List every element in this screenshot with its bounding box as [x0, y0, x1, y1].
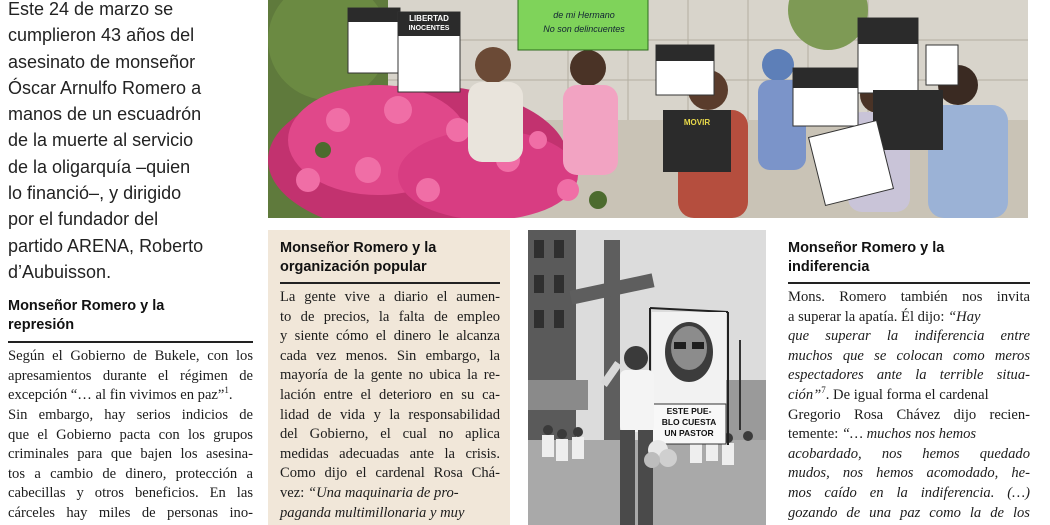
procession-photo-art: [528, 230, 766, 525]
text-line: Como dijo el cardenal Rosa Chá-: [280, 465, 500, 482]
text-line: del Gobierno, el cual no aplica: [280, 426, 500, 443]
text-line: que el Gobierno pacta con los grupos: [8, 426, 253, 443]
left-column: [8, 0, 253, 524]
text-line: paganda multimillonaria y muy: [280, 504, 465, 521]
text-line: gozando de una paz como la de los: [788, 504, 1030, 521]
sign-text-inocentes: INOCENTES: [408, 25, 450, 32]
text-line: [280, 484, 500, 504]
organizacion-body: [280, 288, 500, 523]
procession-photo: [528, 230, 766, 525]
text-span: . De igual forma el cardenal: [825, 386, 989, 403]
text-line: y siente cómo el dinero le alcanza: [280, 328, 500, 345]
middle-column: [268, 230, 510, 525]
text-line: tos a cambio de dinero, protección a: [8, 465, 253, 482]
footnote-marker: 1: [224, 385, 229, 396]
sign-text-green-2: No son delincuentes: [543, 24, 625, 34]
text-line: que superar la indiferencia entre: [788, 328, 1030, 345]
section-rule: [280, 282, 500, 284]
quote-span: “Hay: [948, 308, 981, 325]
text-line: to de precios, la falta de empleo: [280, 308, 500, 325]
text-line: mayoría de la gente no ubica la re-: [280, 367, 500, 384]
text-line: [788, 425, 1030, 445]
quote-span: ción”: [788, 386, 822, 403]
text-span: .: [228, 387, 233, 404]
section-title-represion: Monseñor Romero y la represión: [8, 298, 165, 334]
text-span: a superar la apatía. Él dijo:: [788, 308, 949, 325]
sign-text-green-1: de mi Hermano: [553, 10, 615, 20]
section-title-indiferencia: Monseñor Romero y la indiferencia: [788, 240, 945, 275]
text-span: vez:: [280, 484, 308, 501]
text-line: criminales para que bajen los asesina-: [8, 446, 253, 463]
text-line: Gregorio Rosa Chávez dijo recien-: [788, 406, 1030, 423]
quote-span: “… muchos nos hemos: [841, 426, 977, 443]
protest-photo-art: [268, 0, 1028, 218]
text-line: [8, 386, 253, 406]
intro-paragraph: Este 24 de marzo se cumplieron 43 años del asesinato de monseñor Óscar Arnulfo Romero a manos de un escuadrón de la muerte al servicio de la oligarquía –quien lo financió–, y dirigido por el fundador del partido ARENA, Roberto d’Aubuisson.: [8, 0, 204, 282]
section-title-organizacion: Monseñor Romero y la organización popular: [280, 240, 437, 275]
text-line: Mons. Romero también nos invita: [788, 289, 1030, 305]
footnote-marker: 7: [821, 385, 826, 396]
protest-photo: [268, 0, 1028, 218]
right-column: [788, 239, 1030, 523]
text-span: excepción “… al fin vivimos en paz”: [8, 387, 225, 404]
text-span: temente:: [788, 426, 842, 443]
text-line: muchos que se colocan como meros: [788, 347, 1030, 364]
sign-text-libertad: LIBERTAD: [409, 14, 449, 23]
banner-text: ESTE PUE- BLO CUESTA UN PASTOR: [661, 406, 717, 438]
text-line: Según el Gobierno de Bukele, con los: [8, 348, 253, 365]
text-line: [788, 308, 1030, 328]
section-rule: [788, 282, 1030, 284]
section-rule: [8, 341, 253, 343]
represion-body: [8, 347, 253, 523]
text-line: mudos, nos hemos acomodado, he-: [788, 465, 1030, 482]
sign-text-movir: MOVIR: [683, 118, 711, 127]
text-line: acobardado, nos hemos quedado: [788, 445, 1030, 462]
text-line: cárceles hay miles de personas ino-: [8, 505, 253, 522]
indiferencia-body: [788, 288, 1030, 523]
text-line: espectadores ante la terrible situa-: [788, 367, 1030, 384]
text-line: [788, 386, 1030, 406]
text-line: lación entre el deterioro en su ca-: [280, 386, 500, 403]
text-line: La gente vive a diario el aumen-: [280, 289, 500, 305]
text-line: Sin embargo, hay serios indicios de: [8, 407, 253, 424]
text-line: cada vez menos. Sin embargo, la: [280, 347, 500, 364]
quote-span: “Una maquinaria de pro-: [307, 484, 459, 501]
text-line: lidad de vida y la responsabilidad: [280, 406, 500, 423]
text-line: apresamientos durante el régimen de: [8, 367, 253, 384]
text-line: cabecillas y otros beneficios. En las: [8, 485, 253, 502]
text-line: medidas adecuadas ante la crisis.: [280, 445, 500, 462]
text-line: mos caído en la indiferencia. (…): [788, 484, 1030, 501]
